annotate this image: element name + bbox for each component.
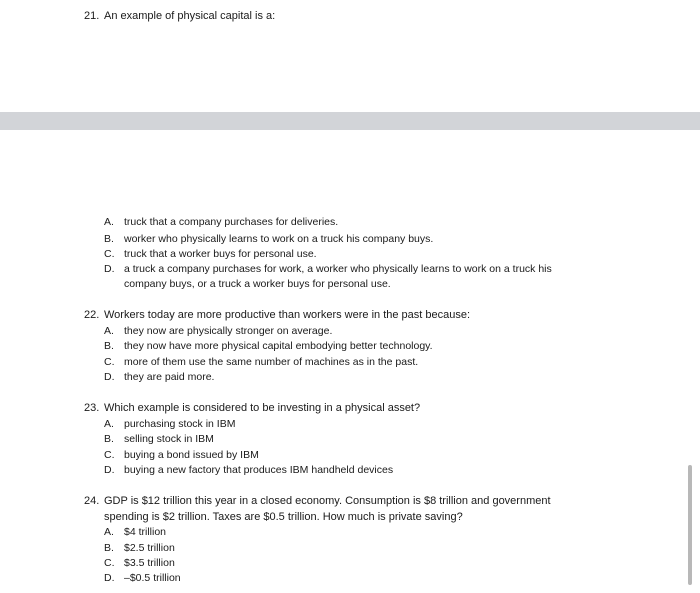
question-text: Which example is considered to be investing in a physical asset? xyxy=(104,402,421,414)
option-text: –$0.5 trillion xyxy=(124,572,181,584)
option-21-d-continuation: company buys, or a truck a worker buys for personal use. xyxy=(124,278,391,290)
page-divider-band xyxy=(0,112,700,130)
option-24-b[interactable] xyxy=(104,542,175,554)
option-letter: C. xyxy=(104,356,115,368)
option-21-c[interactable] xyxy=(104,248,317,260)
question-text: Workers today are more productive than workers were in the past because: xyxy=(104,309,471,321)
question-24-continuation: spending is $2 trillion. Taxes are $0.5 trillion. How much is private saving? xyxy=(104,511,463,523)
option-text: $4 trillion xyxy=(124,526,167,538)
option-letter: A. xyxy=(104,418,114,430)
option-24-d[interactable] xyxy=(104,572,181,584)
option-text: buying a bond issued by IBM xyxy=(124,449,259,461)
option-23-b[interactable] xyxy=(104,433,214,445)
option-letter: A. xyxy=(104,216,114,228)
question-number: 21. xyxy=(84,10,100,22)
option-letter: D. xyxy=(104,464,115,476)
option-22-d[interactable] xyxy=(104,371,214,383)
question-23-title xyxy=(84,402,420,414)
option-letter: B. xyxy=(104,542,114,554)
option-23-c[interactable] xyxy=(104,449,259,461)
option-23-d[interactable] xyxy=(104,464,393,476)
option-letter: C. xyxy=(104,248,115,260)
question-number: 24. xyxy=(84,495,100,507)
option-letter: A. xyxy=(104,325,114,337)
question-text: GDP is $12 trillion this year in a closed economy. Consumption is $8 trillion and government xyxy=(104,495,551,507)
question-21-title xyxy=(84,10,275,22)
question-number: 23. xyxy=(84,402,100,414)
option-21-a[interactable] xyxy=(104,216,338,228)
option-text: truck that a worker buys for personal use. xyxy=(124,248,317,260)
option-24-c[interactable] xyxy=(104,557,175,569)
option-23-a[interactable] xyxy=(104,418,235,430)
option-text: worker who physically learns to work on a truck his company buys. xyxy=(124,233,434,245)
question-22-title xyxy=(84,309,470,321)
option-text: $2.5 trillion xyxy=(124,542,175,554)
option-22-c[interactable] xyxy=(104,356,418,368)
option-letter: D. xyxy=(104,263,115,275)
option-text: a truck a company purchases for work, a worker who physically learns to work on a truck his xyxy=(124,263,552,275)
option-text: purchasing stock in IBM xyxy=(124,418,236,430)
option-text: $3.5 trillion xyxy=(124,557,175,569)
option-21-b[interactable] xyxy=(104,233,433,245)
question-number: 22. xyxy=(84,309,100,321)
option-22-a[interactable] xyxy=(104,325,332,337)
option-text: more of them use the same number of machines as in the past. xyxy=(124,356,419,368)
option-letter: D. xyxy=(104,572,115,584)
question-24-title xyxy=(84,495,551,507)
option-letter: C. xyxy=(104,557,115,569)
option-text: they now are physically stronger on average. xyxy=(124,325,333,337)
option-text: they now have more physical capital embodying better technology. xyxy=(124,340,433,352)
option-text: truck that a company purchases for deliveries. xyxy=(124,216,339,228)
option-letter: C. xyxy=(104,449,115,461)
option-letter: B. xyxy=(104,233,114,245)
option-21-d[interactable] xyxy=(104,263,552,275)
question-text: An example of physical capital is a: xyxy=(104,10,276,22)
vertical-scrollbar-thumb[interactable] xyxy=(688,465,692,585)
option-24-a[interactable] xyxy=(104,526,166,538)
option-letter: A. xyxy=(104,526,114,538)
option-text: buying a new factory that produces IBM handheld devices xyxy=(124,464,394,476)
option-text: selling stock in IBM xyxy=(124,433,214,445)
option-letter: B. xyxy=(104,433,114,445)
option-letter: B. xyxy=(104,340,114,352)
option-22-b[interactable] xyxy=(104,340,433,352)
option-letter: D. xyxy=(104,371,115,383)
option-text: they are paid more. xyxy=(124,371,215,383)
